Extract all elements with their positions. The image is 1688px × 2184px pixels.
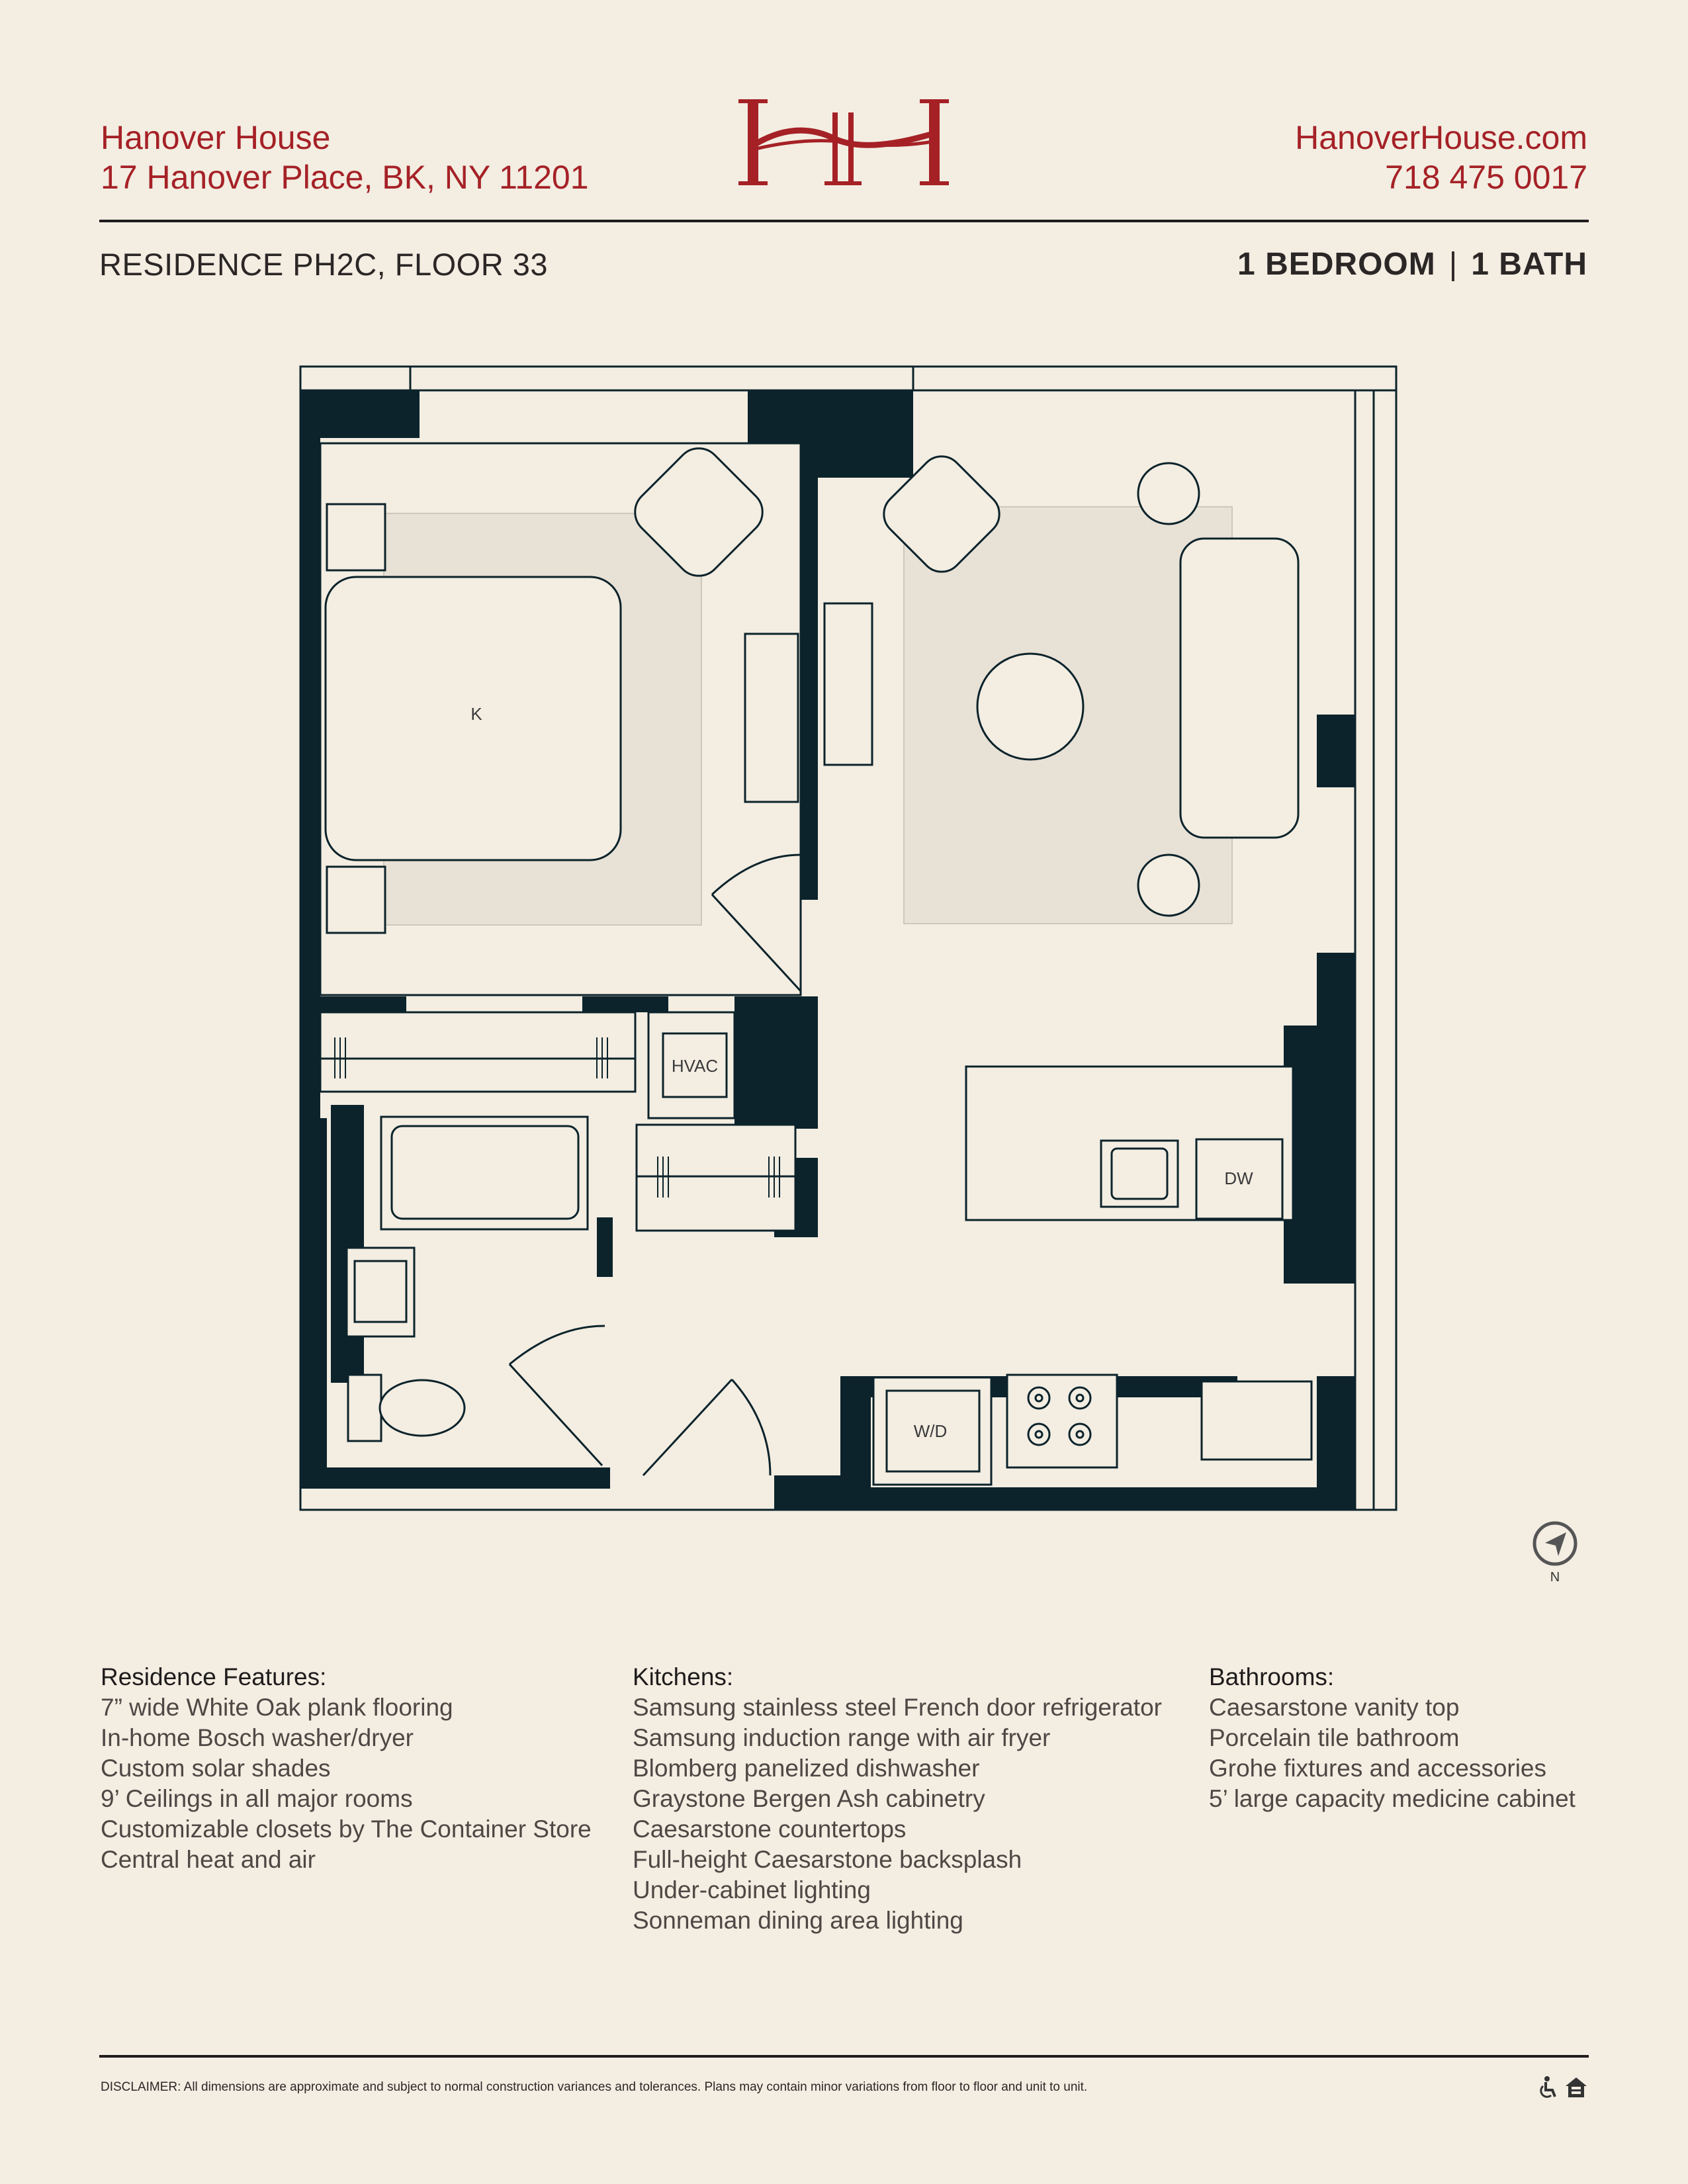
header-left — [101, 118, 589, 197]
list-item: Sonneman dining area lighting — [633, 1907, 963, 1934]
disclaimer: DISCLAIMER: All dimensions are approximate and subject to normal construction variances and tolerances. Plans may contain minor variations from floor to floor and unit to unit. — [101, 2080, 1088, 2094]
bed-label: K — [470, 704, 482, 724]
list-item: Samsung stainless steel French door refrigerator — [633, 1694, 1162, 1721]
residence-title: RESIDENCE PH2C, FLOOR 33 — [99, 247, 549, 282]
refrigerator — [1202, 1381, 1311, 1460]
bathroom-features — [1209, 1662, 1576, 1814]
residence-features-heading: Residence Features: — [101, 1663, 327, 1690]
nightstand-top — [327, 504, 385, 570]
list-item: Graystone Bergen Ash cabinetry — [633, 1785, 985, 1812]
dishwasher-label: DW — [1224, 1168, 1253, 1188]
header-right — [1295, 118, 1587, 197]
list-item: Grohe fixtures and accessories — [1209, 1755, 1547, 1782]
toilet — [380, 1380, 465, 1436]
hvac-label: HVAC — [671, 1056, 719, 1076]
phone-number[interactable]: 718 475 0017 — [1385, 159, 1587, 196]
bathroom-features-heading: Bathrooms: — [1209, 1663, 1335, 1690]
range — [1007, 1375, 1117, 1467]
north-arrow-icon — [1532, 1520, 1578, 1567]
summary-separator: | — [1448, 247, 1458, 282]
list-item: Central heat and air — [101, 1846, 316, 1873]
list-item: Custom solar shades — [101, 1755, 331, 1782]
website-link[interactable]: HanoverHouse.com — [1295, 119, 1587, 156]
compass-label: N — [1550, 1570, 1560, 1585]
list-item: Porcelain tile bathroom — [1209, 1724, 1460, 1751]
nightstand-bottom — [327, 867, 385, 933]
kitchen-features-heading: Kitchens: — [633, 1663, 734, 1690]
list-item: Blomberg panelized dishwasher — [633, 1755, 980, 1782]
sofa — [1180, 539, 1298, 838]
list-item: Caesarstone vanity top — [1209, 1694, 1460, 1721]
list-item: Samsung induction range with air fryer — [633, 1724, 1051, 1751]
list-item: Under-cabinet lighting — [633, 1876, 871, 1903]
media-console — [824, 603, 872, 765]
list-item: In-home Bosch washer/dryer — [101, 1724, 414, 1751]
residence-features-list — [101, 1692, 592, 1875]
compass — [1532, 1520, 1578, 1584]
bedroom-count: 1 BEDROOM — [1237, 247, 1436, 282]
bathroom-features-list — [1209, 1692, 1576, 1814]
side-table-bottom — [1138, 855, 1199, 916]
list-item: 9’ Ceilings in all major rooms — [101, 1785, 413, 1812]
unit-summary — [1237, 246, 1587, 283]
coffee-table — [977, 654, 1083, 760]
building-address: 17 Hanover Place, BK, NY 11201 — [101, 159, 589, 196]
list-item: 7” wide White Oak plank flooring — [101, 1694, 453, 1721]
hanover-house-logo — [734, 93, 953, 192]
footer-divider — [99, 2055, 1589, 2058]
floor-plan — [291, 357, 1416, 1528]
building-name: Hanover House — [101, 119, 331, 156]
residence-features — [101, 1662, 592, 1875]
footer-icons — [1535, 2074, 1591, 2101]
list-item: Full-height Caesarstone backsplash — [633, 1846, 1022, 1873]
header-divider — [99, 220, 1589, 222]
washer-dryer-label: W/D — [913, 1421, 948, 1441]
kitchen-features — [633, 1662, 1162, 1936]
list-item: 5’ large capacity medicine cabinet — [1209, 1785, 1576, 1812]
list-item: Caesarstone countertops — [633, 1815, 907, 1843]
bedroom-dresser — [745, 634, 798, 802]
equal-housing-icon — [1564, 2075, 1588, 2099]
list-item: Customizable closets by The Container Store — [101, 1815, 592, 1843]
bath-count: 1 BATH — [1471, 247, 1587, 282]
accessibility-icon — [1535, 2075, 1559, 2099]
kitchen-features-list — [633, 1692, 1162, 1936]
side-table-top — [1138, 463, 1199, 524]
